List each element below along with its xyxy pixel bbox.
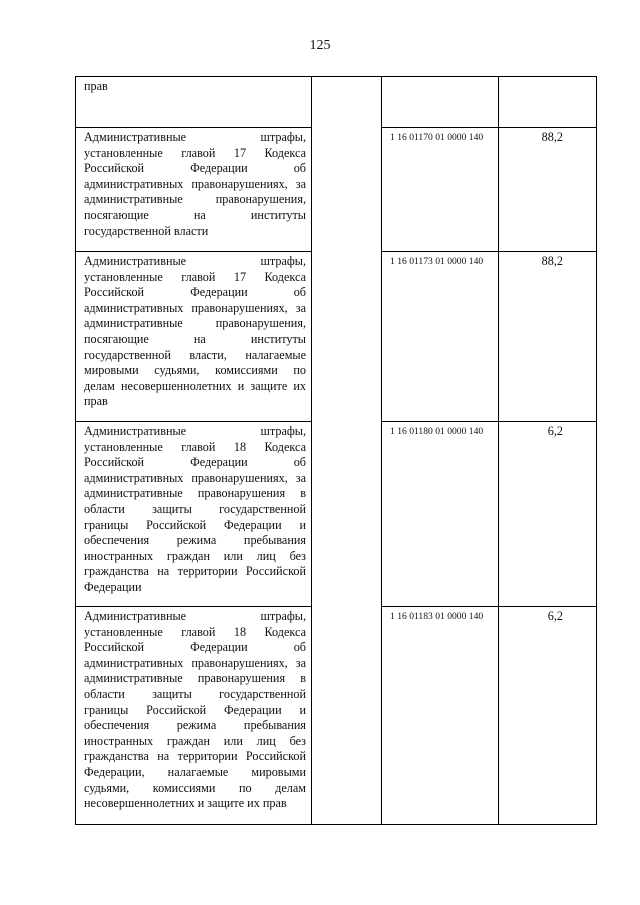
description-line: обеспечения режима пребывания [84,533,306,548]
description-line: административных правонарушениях, за [84,655,306,670]
description-line: административных правонарушениях, за [84,300,306,315]
description-line: Федерации, налагаемые мировыми [84,764,306,779]
description-line: гражданства на территории Российской [84,749,306,764]
description-line: несовершеннолетних и защите их прав [84,796,287,811]
description-line: делам несовершеннолетних и защите их [84,378,306,393]
description-line: Федерации [84,579,142,594]
description-line: иностранных граждан или лиц без [84,548,306,563]
description-line: административные правонарушения, [84,192,306,207]
description-line: Административные штрафы, [84,609,306,623]
description-line: Российской Федерации об [84,640,306,655]
description-line: установленные главой 18 Кодекса [84,624,306,639]
amount-cell: 6,2 [499,422,597,607]
description-line: Российской Федерации об [84,285,306,300]
description-line: установленные главой 18 Кодекса [84,439,306,454]
description-line: государственной власти [84,223,209,238]
description-line: Административные штрафы, [84,424,306,438]
amount-cell: 88,2 [499,252,597,422]
description-line: Российской Федерации об [84,161,306,176]
description-line: судьями, комиссиями по делам [84,780,306,795]
description-line: иностранных граждан или лиц без [84,733,306,748]
amount-cell [499,77,597,128]
revenue-table [75,76,597,825]
description-line: административные правонарушения в [84,671,306,686]
budget-code-cell: 1 16 01173 01 0000 140 [382,252,499,422]
description-line: мировыми судьями, комиссиями по [84,363,306,378]
description-line: установленные главой 17 Кодекса [84,269,306,284]
description-cell [76,128,312,252]
description-line: границы Российской Федерации и [84,517,306,532]
description-line: границы Российской Федерации и [84,702,306,717]
description-line: административных правонарушениях, за [84,176,306,191]
description-cell [76,422,312,607]
description-line: гражданства на территории Российской [84,564,306,579]
description-line: административных правонарушениях, за [84,470,306,485]
budget-code-cell: 1 16 01170 01 0000 140 [382,128,499,252]
description-line: административные правонарушения, [84,316,306,331]
description-line: государственной власти, налагаемые [84,347,306,362]
description-line: посягающие на институты [84,331,306,346]
description-cell [76,607,312,825]
description-line: области защиты государственной [84,501,306,516]
description-line: обеспечения режима пребывания [84,718,306,733]
description-cell [76,252,312,422]
empty-column-cell [312,77,382,825]
description-line: Административные штрафы, [84,130,306,144]
description-line: административные правонарушения в [84,486,306,501]
table-row [76,77,597,128]
description-line: прав [84,79,108,93]
description-line: Административные штрафы, [84,254,306,268]
budget-code-cell [382,77,499,128]
budget-code-cell: 1 16 01180 01 0000 140 [382,422,499,607]
amount-cell: 88,2 [499,128,597,252]
description-line: установленные главой 17 Кодекса [84,145,306,160]
description-cell [76,77,312,128]
description-line: Российской Федерации об [84,455,306,470]
description-line: области защиты государственной [84,686,306,701]
description-line: посягающие на институты [84,207,306,222]
page-number: 125 [309,38,331,53]
amount-cell: 6,2 [499,607,597,825]
budget-code-cell: 1 16 01183 01 0000 140 [382,607,499,825]
description-line: прав [84,394,108,409]
